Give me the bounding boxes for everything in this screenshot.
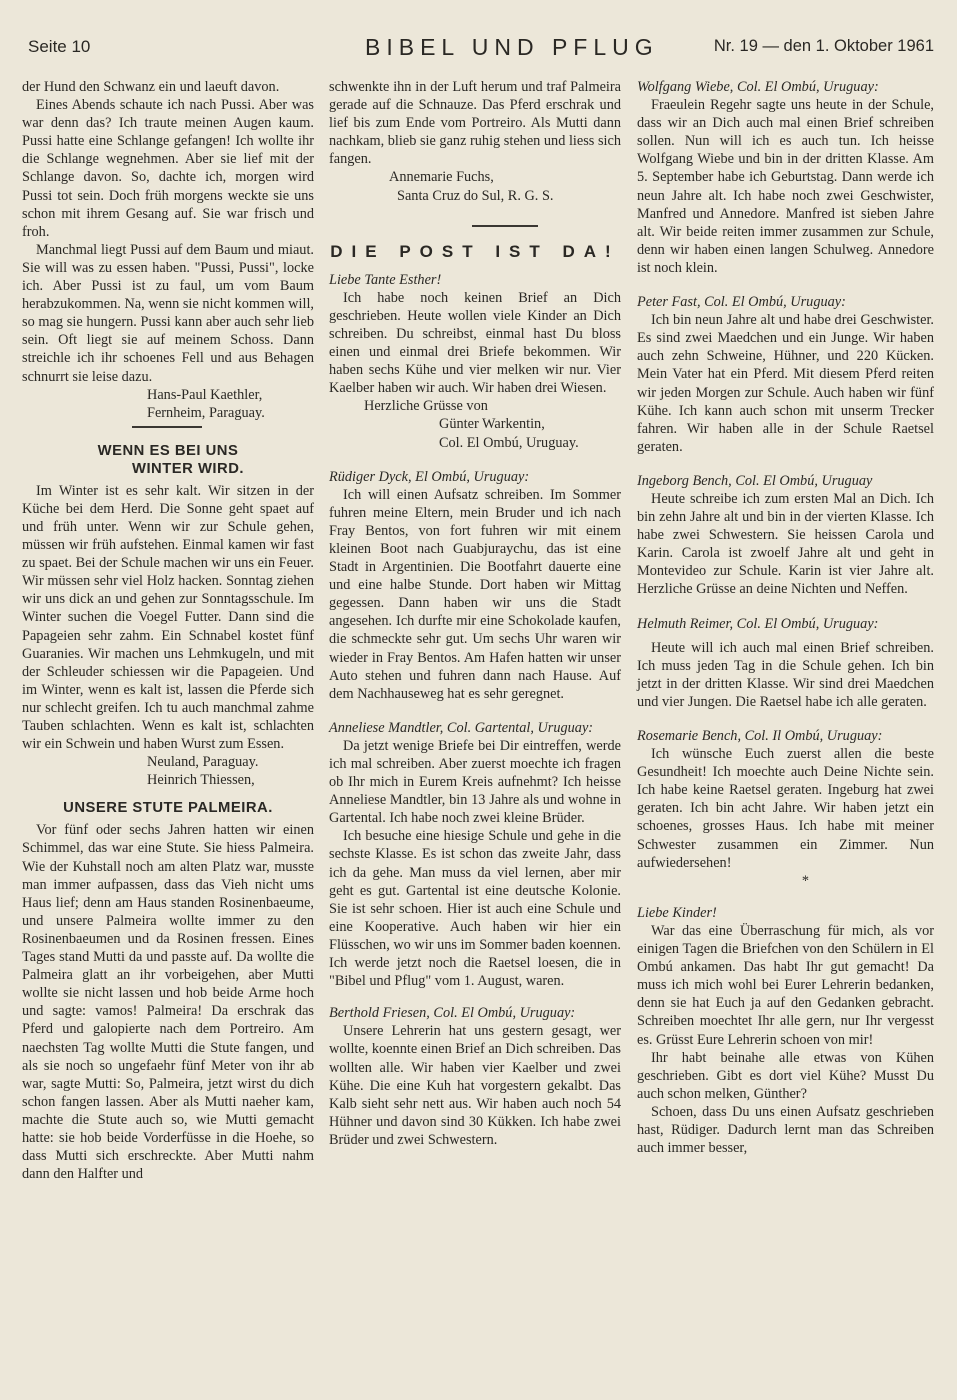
pussi-paragraph: Manchmal liegt Pussi auf dem Baum und miaut. Sie will was zu essen haben. "Pussi, Pussi", locke ich. Aber Pussi ist zu faul, um vom Baum herabzukommen. Na, wenn sie nicht kommen will, so mag sie hungern. Pussi kann aber auch sehr lieb sein. Oft liegt sie auf meinem Schoss. Dann streichle ich ihr schoenes Fell und aus Behagen schnurrt sie leise dazu. (22, 241, 314, 385)
letter-heading: Liebe Kinder! (637, 904, 717, 921)
letter-body: War das eine Überraschung für mich, als vor einigen Tagen die Briefchen von den Schülern in El Ombú ankamen. Das habt Ihr gut gemacht! Da muss ich mich wohl bei Eurer Lehrerin bedanken, denn sie hat Euch ja auf den Gedanken gebracht. Schreiben moechtet Ihr alle gern, nur Ihr vergesst es. Grüsst Eure Lehrerin schoen von mir! (637, 922, 934, 1048)
pussi-text-continued: der Hund den Schwanz ein und laeuft davon. (22, 79, 280, 95)
letter-heading: Anneliese Mandtler, Col. Gartental, Uruguay: (329, 719, 594, 736)
letter-body: Ihr habt beinahe alle etwas von Kühen geschrieben. Gibt es dort viel Kühe? Musst Du auch schon melken, Günther? (637, 1049, 934, 1102)
author-place: Fernheim, Paraguay. (147, 404, 265, 421)
letter-body: Ich besuche eine hiesige Schule und gehe in die sechste Klasse. Es ist schon das zweite Jahr, dass ich da gehe. Man muss da viel lernen, aber mir geht es gut. Gartental ist eine deutsche Kolonie. Sie ist sehr schoen. Hier ist auch eine Schule und eine Kooperative. Auch haben wir hier ein Flüsschen, wo wir uns im Sommer baden koennen. Ich werde jetzt noch die Raetsel loesen, die in "Bibel und Pflug" vom 1. August, waren. (329, 828, 621, 990)
issue-date: Nr. 19 — den 1. Oktober 1961 (713, 37, 934, 55)
author-name: Heinrich Thiessen, (147, 772, 255, 789)
page-header (28, 34, 934, 62)
stute-article-body: Vor fünf oder sechs Jahren hatten wir einen Schimmel, das war eine Stute. Sie hiess Palmeira. Wie der Kuhstall noch am alten Platz war, musste man immer aufpassen, dass das Vieh nicht ums Haus lief; denn am Haus standen Rosinenbaeume, und unsere Palmeira wollte immer zu den Rosinenbaeumen und da Rosinen fressen. Eines Tages stand Mutti da und passte auf. Da wollte die Palmeira glatt an ihr vorbeigehen, aber Mutti wollte sie nicht lassen und hob beide Arme hoch und sagte: vamos! Palmeira! Da erschrak das Pferd und galopierte nach dem Portreiro. Am naechsten Tag wollte Mutti die Stute fangen, und als sie noch so ungefaehr fünf Meter von ihr ab war, sagte Mutti: So, Palmeira, jetzt wirst du dich schon fangen lassen. Aber als Mutti naeher kam, machte die Stute auch so, wie Mutti gemacht hatte: sie hob beide Vorderfüsse in die Hoehe, so dass Mutti sich erschreckte. Aber Mutti nahm dann den Halfter und (22, 822, 314, 1183)
author-place: Neuland, Paraguay. (147, 754, 259, 771)
post-section-title: DIE POST IST DA! (330, 241, 620, 261)
letter-greeting: Herzliche Grüsse von (364, 398, 488, 415)
letter-signature: Günter Warkentin, (439, 416, 545, 433)
page-number: Seite 10 (28, 37, 91, 56)
letter-heading: Rüdiger Dyck, El Ombú, Uruguay: (329, 468, 530, 485)
letter-body: Da jetzt wenige Briefe bei Dir eintreffen, werde ich mal schreiben. Aber zuerst moechte ich fragen ob Ihr mich in Eurem Kreis aufnehmt? Ich heisse Anneliese Mandtler, bin 13 Jahre als und wohne in Gartental. Ich habe noch zwei kleine Brüder. (329, 737, 621, 827)
stute-article-continued: schwenkte ihn in der Luft herum und traf Palmeira gerade auf die Schnauze. Das Pferd erschrak und lief bis zum Ende vom Portreiro. Als Mutti dann nachkam, blieb sie ganz ruhig stehen und liess sich fangen. (329, 79, 621, 168)
letter-heading: Helmuth Reimer, Col. El Ombú, Uruguay: (637, 615, 879, 632)
letter-body: Heute will ich auch mal einen Brief schreiben. Ich muss jeden Tag in die Schule gehen. Ich bin jetzt in der dritten Klasse. Wir sind drei Maedchen und vier Jungen. Die Raetsel habe ich alle geraten. (637, 639, 934, 710)
letter-body: Ich habe noch keinen Brief an Dich geschrieben. Heute wollen viele Kinder an Dich schreiben. Du schreibst, einmal hast Du bloss einen und einmal drei Briefe bekommen. Wir haben sechs Kühe und vier melken wir nur. Vier Kaelber haben wir auch. Wir haben drei Wiesen. (329, 289, 621, 397)
letter-body: Ich will einen Aufsatz schreiben. Im Sommer fuhren meine Eltern, mein Bruder und ich nach Fray Bentos, von fort fuhren wir mit einem kleinen Boot nach Guabjuraychu, das ist eine Stadt in Argentinien. Die Bootfahrt dauerte eine und eine halbe Stunde. Dort haben wir Mittag gegessen. Dann haben wir uns die Stadt angesehen. Ich durfte mir eine Schokolade kaufen, die schmeckte sehr gut. Um sechs Uhr waren wir wieder in Fray Bentos. Am Hafen hatten wir unser Auto stehen und fuhren dann nach Hause. Auf dem Nachhauseweg hat es sehr geregnet. (329, 486, 621, 702)
letter-body: Heute schreibe ich zum ersten Mal an Dich. Ich bin zehn Jahre alt und bin in der vierten Klasse. Ich habe zwei Schwestern. Sie heissen Carola und Karin. Carola ist zwoelf Jahre alt und geht in Montevideo zur Schule. Karin ist vier Jahre alt. Herzliche Grüsse an deine Nichten und Neffen. (637, 490, 934, 598)
letter-heading: Peter Fast, Col. El Ombú, Uruguay: (637, 294, 846, 311)
letter-heading: Wolfgang Wiebe, Col. El Ombú, Uruguay: (637, 79, 879, 95)
letter-heading: Liebe Tante Esther! (329, 271, 442, 288)
letter-heading: Ingeborg Bench, Col. El Ombú, Uruguay (637, 472, 873, 489)
author-name: Hans-Paul Kaethler, (147, 386, 263, 403)
author-place: Santa Cruz do Sul, R. G. S. (397, 187, 554, 204)
letter-body: Schoen, dass Du uns einen Aufsatz geschrieben hast, Rüdiger. Dadurch lernt man das Schreiben auch immer besser, (637, 1103, 934, 1157)
article-title-stute: UNSERE STUTE PALMEIRA. (63, 800, 273, 817)
newspaper-title: BIBEL UND PFLUG (365, 34, 659, 60)
letter-body: Unsere Lehrerin hat uns gestern gesagt, wer wollte, koennte einen Brief an Dich schreiben. Das wollten alle. Wir haben vier Kaelber und zwei Kühe. Die eine Kuh hat vorgestern gekalbt. Das Kalb sieht sehr nett aus. Wir haben auch noch 54 Hühner und davon sind 30 Kükken. Ich habe zwei Brüder und zwei Schwestern. (329, 1023, 621, 1148)
letter-body: Ich wünsche Euch zuerst allen die beste Gesundheit! Ich moechte auch Deine Nichte sein. Ich habe keine Raetsel geraten. Ingeburg hat zwei geraten. Ich bin acht Jahre. Wir haben jetzt ein schoenes, grosses Haus. Ich habe mit meiner Schwester zusammen ein Zimmer. Nun aufwiedersehen! (637, 746, 934, 871)
letter-body: Ich bin neun Jahre alt und habe drei Geschwister. Es sind zwei Maedchen und ein Junge. Wir haben auch zehn Schweine, Hühner, und 220 Kücken. Mein Vater hat ein Pferd. Mit diesem Pferd reiten wir jeden Morgen zur Schule. Auch haben wir fünf Kühe. Ich kann auch schon mit unserm Trecker fahren. Wir haben alle in der Schule Raetsel geraten. (637, 312, 934, 455)
separator-star: * (801, 872, 810, 889)
letter-signature: Col. El Ombú, Uruguay. (439, 434, 579, 451)
article-title-winter: WENN ES BEI UNS (97, 442, 239, 459)
author-name: Annemarie Fuchs, (389, 169, 494, 186)
pussi-paragraph: Eines Abends schaute ich nach Pussi. Aber was war denn das? Ich traute meinen Augen kaum. Pussi hatte eine Schlange gefangen! Ich wollte ihr die Schlange wegnehmen. Aber sie lief mit der Schlange davon. So, dachte ich, morgen wird Pussi tot sein. Doch früh morgens weckte sie uns schon mit ihrem Gesang auf. Sie war frisch und froh. (22, 97, 314, 240)
column-1 (22, 78, 314, 1183)
letter-heading: Rosemarie Bench, Col. Il Ombú, Uruguay: (637, 728, 883, 744)
winter-article-body: Im Winter ist es sehr kalt. Wir sitzen in der Küche bei dem Herd. Die Sonne geht spaet auf und früh unter. Wenn wir zur Schule gehen, müssen wir früh aufstehen. Einmal kamen wir fast zu spaet. Bei der Schule machen wir uns ein Feuer. Wir müssen sehr viel Holz hacken. Sonntag ziehen wir uns dick an und gehen zur Sonntagsschule. Im Winter suchen die Voegel Futter. Dann sind die Papageien sehr zahm. Ein Schnabel kostet fünf Guaranies. Wir machen uns Lehmkugeln, und mit der Schleuder schiessen wir die Papageien. Und im Winter, wenn es kalt ist, lassen die Pferde sich nur schlecht greifen. Ich tu auch manchmal zahme Tauben schlachten. Wenn es kalt ist, schlachten wir ein Schwein und haben Wurst zum Essen. (22, 482, 314, 753)
letter-heading: Berthold Friesen, Col. El Ombú, Uruguay: (329, 1005, 576, 1022)
column-3 (637, 78, 934, 1157)
article-title-winter-line2: WINTER WIRD. (131, 460, 245, 477)
column-2 (329, 78, 621, 1149)
letter-body: Fraeulein Regehr sagte uns heute in der Schule, dass wir an Dich auch mal einen Brief schreiben sollen. Nun will ich es auch tun. Ich heisse Wolfgang Wiebe und bin in der dritten Klasse. Am 5. September habe ich Geburtstag. Dann werde ich neun Jahre alt. Ich habe noch zwei Geschwister, Manfred und Annedore. Manfred ist sieben Jahre alt. Wir beide reiten immer zusammen zur Schule, denn wir haben einen langen Schulweg. Annedore ist noch klein. (637, 97, 934, 276)
